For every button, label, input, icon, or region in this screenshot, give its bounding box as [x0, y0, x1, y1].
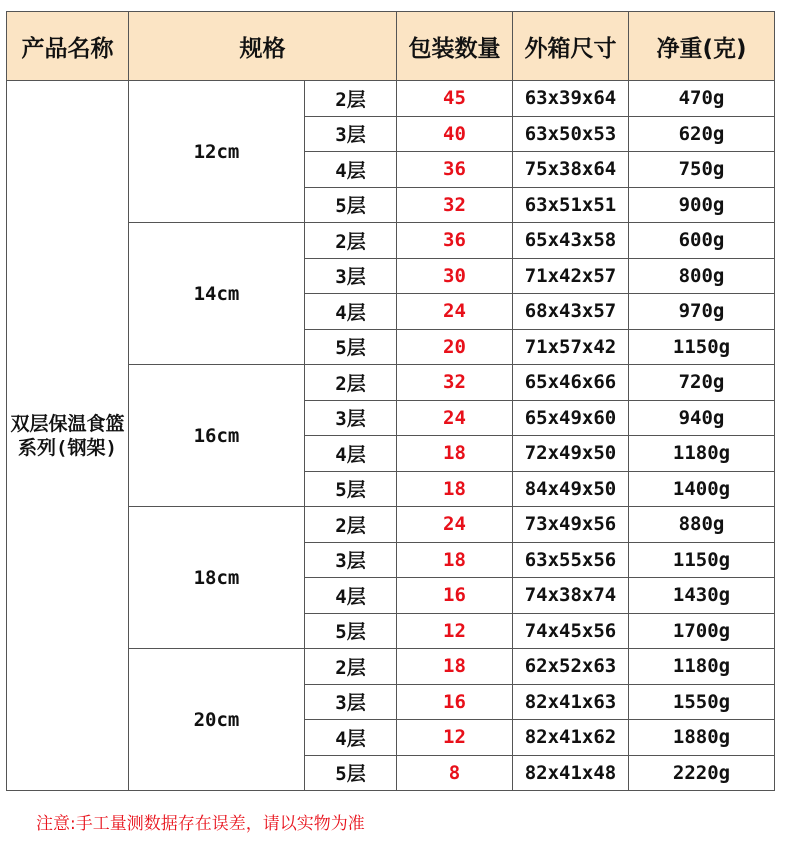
spec-size-cell: 20cm [129, 649, 305, 791]
layer-cell: 4层 [305, 578, 397, 614]
quantity-cell: 30 [397, 258, 513, 294]
box-size-cell: 82x41x62 [513, 720, 629, 756]
quantity-cell: 32 [397, 187, 513, 223]
box-size-cell: 71x42x57 [513, 258, 629, 294]
quantity-cell: 32 [397, 365, 513, 401]
spec-size-cell: 14cm [129, 223, 305, 365]
net-weight-cell: 1400g [629, 471, 775, 507]
net-weight-cell: 720g [629, 365, 775, 401]
box-size-cell: 63x55x56 [513, 542, 629, 578]
net-weight-cell: 750g [629, 152, 775, 188]
table-body [7, 81, 775, 791]
quantity-cell: 20 [397, 329, 513, 365]
spec-size-cell: 16cm [129, 365, 305, 507]
quantity-cell: 24 [397, 507, 513, 543]
box-size-cell: 82x41x63 [513, 684, 629, 720]
layer-cell: 4层 [305, 720, 397, 756]
net-weight-cell: 800g [629, 258, 775, 294]
layer-cell: 4层 [305, 436, 397, 472]
layer-cell: 3层 [305, 684, 397, 720]
spec-size-cell: 12cm [129, 81, 305, 223]
quantity-cell: 18 [397, 542, 513, 578]
net-weight-cell: 970g [629, 294, 775, 330]
quantity-cell: 8 [397, 755, 513, 791]
layer-cell: 2层 [305, 223, 397, 259]
quantity-cell: 24 [397, 400, 513, 436]
layer-cell: 2层 [305, 81, 397, 117]
net-weight-cell: 1700g [629, 613, 775, 649]
layer-cell: 3层 [305, 116, 397, 152]
net-weight-cell: 600g [629, 223, 775, 259]
net-weight-cell: 900g [629, 187, 775, 223]
net-weight-cell: 1150g [629, 329, 775, 365]
box-size-cell: 68x43x57 [513, 294, 629, 330]
net-weight-cell: 620g [629, 116, 775, 152]
header-product-name: 产品名称 [7, 12, 129, 81]
layer-cell: 2层 [305, 649, 397, 685]
quantity-cell: 12 [397, 613, 513, 649]
box-size-cell: 65x49x60 [513, 400, 629, 436]
layer-cell: 5层 [305, 613, 397, 649]
header-net-weight: 净重(克) [629, 12, 775, 81]
quantity-cell: 40 [397, 116, 513, 152]
box-size-cell: 75x38x64 [513, 152, 629, 188]
layer-cell: 5层 [305, 471, 397, 507]
header-row [7, 12, 775, 81]
box-size-cell: 63x51x51 [513, 187, 629, 223]
box-size-cell: 63x50x53 [513, 116, 629, 152]
net-weight-cell: 940g [629, 400, 775, 436]
layer-cell: 3层 [305, 542, 397, 578]
layer-cell: 5层 [305, 755, 397, 791]
box-size-cell: 82x41x48 [513, 755, 629, 791]
box-size-cell: 74x45x56 [513, 613, 629, 649]
disclaimer-note: 注意:手工量测数据存在误差，请以实物为准 [36, 814, 365, 834]
net-weight-cell: 1430g [629, 578, 775, 614]
box-size-cell: 71x57x42 [513, 329, 629, 365]
layer-cell: 2层 [305, 507, 397, 543]
layer-cell: 5层 [305, 187, 397, 223]
layer-cell: 4层 [305, 294, 397, 330]
header-spec: 规格 [129, 12, 397, 81]
net-weight-cell: 1880g [629, 720, 775, 756]
layer-cell: 2层 [305, 365, 397, 401]
box-size-cell: 62x52x63 [513, 649, 629, 685]
box-size-cell: 63x39x64 [513, 81, 629, 117]
quantity-cell: 18 [397, 436, 513, 472]
header-box-size: 外箱尺寸 [513, 12, 629, 81]
net-weight-cell: 880g [629, 507, 775, 543]
quantity-cell: 36 [397, 223, 513, 259]
box-size-cell: 74x38x74 [513, 578, 629, 614]
layer-cell: 3层 [305, 258, 397, 294]
layer-cell: 5层 [305, 329, 397, 365]
quantity-cell: 16 [397, 684, 513, 720]
quantity-cell: 12 [397, 720, 513, 756]
net-weight-cell: 2220g [629, 755, 775, 791]
quantity-cell: 16 [397, 578, 513, 614]
box-size-cell: 65x46x66 [513, 365, 629, 401]
net-weight-cell: 1180g [629, 436, 775, 472]
quantity-cell: 18 [397, 649, 513, 685]
quantity-cell: 24 [397, 294, 513, 330]
layer-cell: 4层 [305, 152, 397, 188]
spec-table [6, 11, 775, 791]
net-weight-cell: 1180g [629, 649, 775, 685]
quantity-cell: 45 [397, 81, 513, 117]
box-size-cell: 73x49x56 [513, 507, 629, 543]
spec-size-cell: 18cm [129, 507, 305, 649]
box-size-cell: 84x49x50 [513, 471, 629, 507]
table-row [7, 81, 775, 117]
box-size-cell: 65x43x58 [513, 223, 629, 259]
box-size-cell: 72x49x50 [513, 436, 629, 472]
quantity-cell: 18 [397, 471, 513, 507]
product-name-cell: 双层保温食篮 系列(钢架) [7, 81, 129, 791]
header-quantity: 包装数量 [397, 12, 513, 81]
net-weight-cell: 1550g [629, 684, 775, 720]
net-weight-cell: 1150g [629, 542, 775, 578]
layer-cell: 3层 [305, 400, 397, 436]
quantity-cell: 36 [397, 152, 513, 188]
net-weight-cell: 470g [629, 81, 775, 117]
